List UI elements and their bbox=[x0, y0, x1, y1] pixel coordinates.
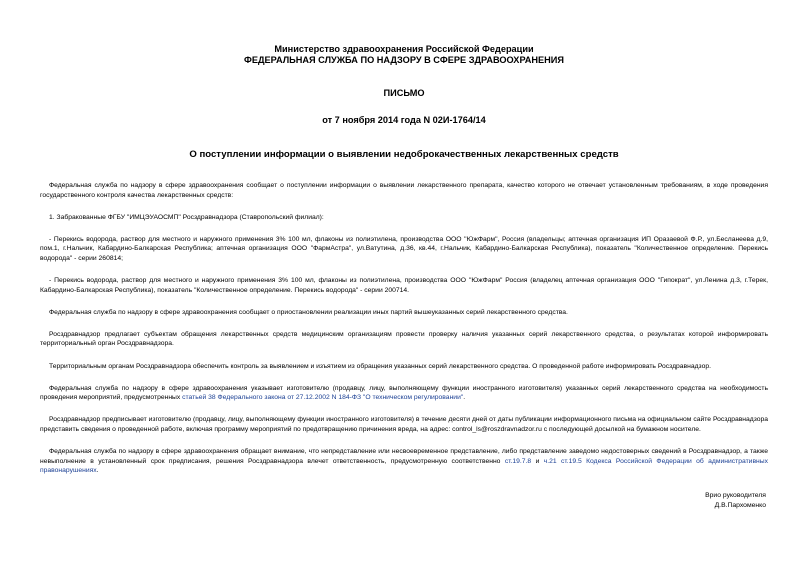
paragraph-liability bbox=[40, 447, 768, 476]
document-title: О поступлении информации о выявлении недоброкачественных лекарственных средств bbox=[189, 149, 619, 160]
service-name: ФЕДЕРАЛЬНАЯ СЛУЖБА ПО НАДЗОРУ В СФЕРЕ ЗДРАВООХРАНЕНИЯ bbox=[243, 55, 564, 65]
paragraph-manufacturer-measures bbox=[40, 384, 768, 403]
paragraph-text: и bbox=[531, 457, 544, 465]
document-page bbox=[40, 44, 768, 488]
document-date-number: от 7 ноября 2014 года N 02И-1764/14 bbox=[322, 115, 486, 125]
paragraph-text: . bbox=[463, 394, 466, 402]
article-19-7-8-link[interactable]: ст.19.7.8 bbox=[504, 457, 532, 465]
paragraph-item-200714: - Перекись водорода, раствор для местного и наружного применения 3% 100 мл, флаконы из полиэтилена, производства ООО "ЮжФарм" Россия (владелец аптечная организация ООО "Гипократ", ул.Ленина д.3, г.Терек, Кабардино-Балкарская Республика), показатель "Количественное определение. Перекись водорода" - серии 200714. bbox=[40, 277, 768, 294]
law-184-fz-link[interactable]: статьей 38 Федерального закона от 27.12.2002 N 184-ФЗ "О техническом регулировании" bbox=[182, 394, 464, 402]
article-19-5-link[interactable]: ч.21 ст.19.5 Кодекса Российской Федерации об административных правонарушениях bbox=[40, 457, 768, 475]
paragraph-intro: Федеральная служба по надзору в сфере здравоохранения сообщает о поступлении информации о выявлении лекарственного препарата, качество которого не отвечает установленным требованиям, в ходе проведения государственного контроля качества лекарственных средств: bbox=[40, 182, 768, 199]
paragraph-text: Федеральная служба по надзору в сфере здравоохранения обращает внимание, что непредставление или несвоевременное представление, либо представление заведомо недостоверных сведений в Росздравнадзор, а также невыполнение в установленный срок предписания, решения Росздравнадзора влечет ответственность, предусмотренную соответственно bbox=[40, 448, 768, 465]
paragraph-item-260814: - Перекись водорода, раствор для местного и наружного применения 3% 100 мл, флаконы из полиэтилена, производства ООО "ЮжФарм", Россия (владельцы; аптечная организация ИП Оразаевой Ф.Р., ул.Бесланеева д.9, пом.1, г.Нальчик, Кабардино-Балкарская Республика; аптечная организация ООО "ФармАстра", ул.Ватутина, д.36, кв.44, г.Нальчик, Кабардино-Балкарская Республика), показатель "Количественное определение. Перекись водорода" - серии 260814; bbox=[40, 235, 768, 262]
paragraph-check-request: Росздравнадзор предлагает субъектам обращения лекарственных средств медицинским организациям провести проверку наличия указанных серий лекарственного средства, о результатах которой информировать территориальный орган Росздравнадзора. bbox=[40, 330, 768, 348]
signatory-name: Д.В.Пархоменко bbox=[714, 502, 766, 509]
paragraph-territorial-bodies: Территориальным органам Росздравнадзора обеспечить контроль за выявлением и изъятием из обращения указанных серий лекарственного средства. О проведенной работе информировать Росздравнадзор. bbox=[49, 362, 711, 370]
paragraph-text: Федеральная служба по надзору в сфере здравоохранения указывает изготовителю (продавцу, лицу, выполняющему функции иностранного изготовителя) указанных серий лекарственного средства на необходимость проведения мероприятий, предусмотренных bbox=[40, 384, 768, 402]
signature-block bbox=[705, 491, 766, 511]
document-header bbox=[40, 44, 768, 160]
document-type: ПИСЬМО bbox=[383, 88, 425, 98]
paragraph-rejected-list-heading: 1. Забракованные ФГБУ "ИМЦЭУАОСМП" Росздравнадзора (Ставропольский филиал): bbox=[49, 213, 324, 221]
paragraph-prescription: Росздравнадзор предписывает изготовителю (продавцу, лицу, выполняющему функции иностранного изготовителя) в течение десяти дней от даты публикации информационного письма на официальном сайте Росздравнадзора представить сведения о проведенной работе, включая программу мероприятий по предотвращению причинения вреда, на адрес: control_ls@roszdravnadzor.ru с последующей досылкой на бумажном носителе. bbox=[40, 416, 768, 433]
signatory-position: Врио руководителя bbox=[705, 492, 766, 499]
ministry-name: Министерство здравоохранения Российской Федерации bbox=[274, 44, 534, 54]
paragraph-text: . bbox=[96, 467, 99, 475]
document-body bbox=[40, 181, 768, 476]
paragraph-suspension: Федеральная служба по надзору в сфере здравоохранения сообщает о приостановлении реализации иных партий вышеуказанных серий лекарственного средства. bbox=[49, 308, 568, 316]
